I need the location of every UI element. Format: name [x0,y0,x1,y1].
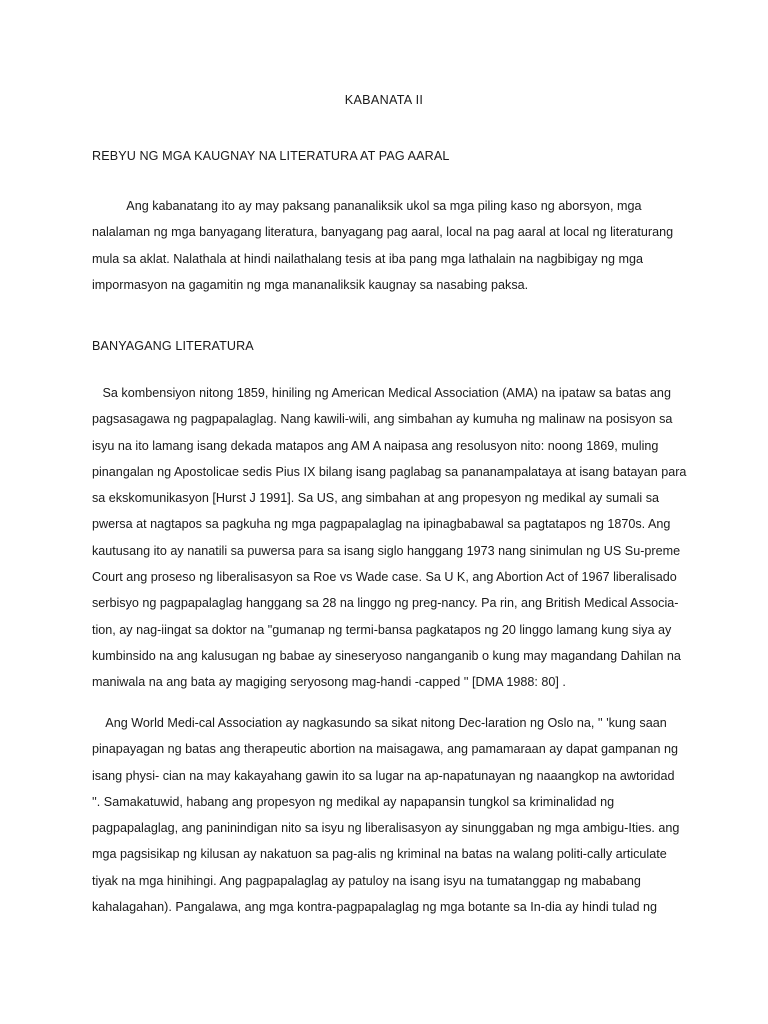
paragraph-line: kumbinsido na ang kalusugan ng babae ay sineseryoso nanganganib o kung may magandang Dahilan na [92,648,681,663]
intro-paragraph [92,193,682,298]
paragraph-line: pinangalan ng Apostolicae sedis Pius IX bilang isang paglabag sa pananampalataya at isang batayan para [92,464,687,479]
paragraph-line: ''. Samakatuwid, habang ang propesyon ng medikal ay napapansin tungkol sa kriminalidad ng [92,794,615,809]
paragraph-line: serbisyo ng pagpapalaglag hanggang sa 28 na linggo ng preg-nancy. Pa rin, ang British Medical Associa- [92,596,679,611]
section-heading-rebyu: REBYU NG MGA KAUGNAY NA LITERATURA AT PAG AARAL [92,149,450,163]
body-paragraph-1 [92,380,687,696]
paragraph-line: impormasyon na gagamitin ng mga mananaliksik kaugnay sa nasabing paksa. [92,277,529,292]
paragraph-line: Ang World Medi-cal Association ay nagkasundo sa sikat nitong Dec-laration ng Oslo na, '' 'kung saan [92,716,667,730]
paragraph-line: isyu na ito lamang isang dekada matapos ang AM A naipasa ang resolusyon nito: noong 1869, muling [92,438,659,453]
paragraph-line: maniwala na ang bata ay magiging seryosong mag-handi -capped '' [DMA 1988: 80] . [92,675,566,690]
paragraph-line: kahalagahan). Pangalawa, ang mga kontra-pagpapalaglag ng mga botante sa In-dia ay hindi tulad ng [92,900,658,915]
paragraph-line: pagpapalaglag, ang paninindigan nito sa isyu ng liberalisasyon ay sinunggaban ng mga ambigu-Ities. ang [92,821,680,836]
paragraph-line: Ang kabanatang ito ay may paksang pananaliksik ukol sa mga piling kaso ng aborsyon, mga [92,199,642,213]
paragraph-line: Sa kombensiyon nitong 1859, hiniling ng American Medical Association (AMA) na ipataw sa batas ang [92,386,671,400]
section-heading-banyagang-literatura: BANYAGANG LITERATURA [92,339,254,353]
paragraph-line: kautusang ito ay nanatili sa puwersa para sa isang siglo hanggang 1973 nang sinimulan ng US Su-preme [92,543,681,558]
paragraph-line: mula sa aklat. Nalathala at hindi nailathalang tesis at iba pang mga lathalain na nagbibigay ng mga [92,251,643,266]
paragraph-line: pagsasagawa ng pagpapalaglag. Nang kawili-wili, ang simbahan ay kumuha ng malinaw na posisyon sa [92,412,673,427]
chapter-title: KABANATA II [344,93,424,107]
paragraph-line: sa ekskomunikasyon [Hurst J 1991]. Sa US, ang simbahan at ang propesyon ng medikal ay sumali sa [92,491,660,506]
paragraph-line: tiyak na mga hinihingi. Ang pagpapalaglag ay patuloy na isang isyu na tumatanggap ng mababang [92,873,641,888]
paragraph-line: tion, ay nag-iingat sa doktor na "gumanap ng termi-bansa pagkatapos ng 20 linggo lamang kung siya ay [92,622,672,637]
paragraph-line: mga pagsisikap ng kilusan ay nakatuon sa pag-alis ng kriminal na batas na walang politi-cally articulate [92,847,667,862]
paragraph-line: nalalaman ng mga banyagang literatura, banyagang pag aaral, local na pag aaral at local ng literaturang [92,225,674,240]
paragraph-line: isang physi- cian na may kakayahang gawin ito sa lugar na ap-napatunayan ng naaangkop na awtoridad [92,768,675,783]
paragraph-line: pinapayagan ng batas ang therapeutic abortion na maisagawa, ang pamamaraan ay dapat gampanan ng [92,742,679,757]
paragraph-line: Court ang proseso ng liberalisasyon sa Roe vs Wade case. Sa U K, ang Abortion Act of 1967 liberalisado [92,570,677,585]
paragraph-line: pwersa at nagtapos sa pagkuha ng mga pagpapalaglag na ipinagbabawal sa pagtatapos ng 1870s. Ang [92,517,671,532]
body-paragraph-2 [92,710,682,920]
